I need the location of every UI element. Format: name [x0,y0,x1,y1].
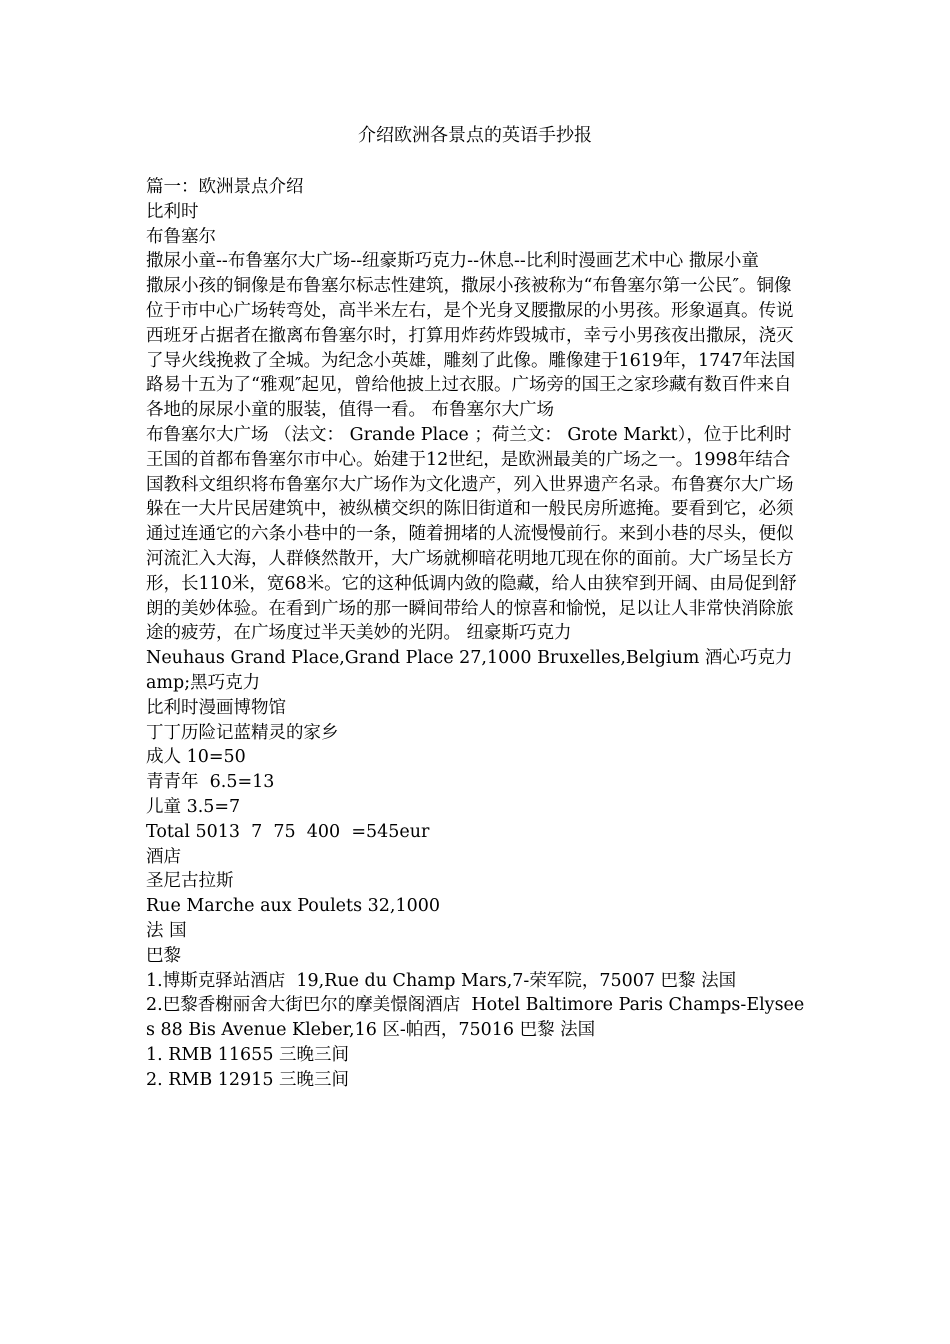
paris-price-1: 1. RMB 11655 三晚三间 [146,1044,350,1065]
comic-museum-line: 比利时漫画博物馆 [146,697,286,718]
section-heading: 篇一：欧洲景点介绍 [146,177,304,197]
paris-hotel-2: 2.巴黎香榭丽舍大街巴尔的摩美憬阁酒店 Hotel Baltimore Paris Champs-Elysees 88 Bis Avenue Kleber,16 区-帕西，75016 巴黎 法国 [146,995,805,1041]
price-adult: 成人 10=50 [146,747,246,768]
price-youth: 青青年 6.5=13 [146,772,275,793]
paragraph-manneken-pis: 撒尿小孩的铜像是布鲁塞尔标志性建筑，撒尿小孩被称为“布鲁塞尔第一公民″。铜像位于市中心广场转弯处，高半米左右，是个光身叉腰撒尿的小男孩。形象逼真。传说西班牙占据者在撤离布鲁塞尔时，打算用炸药炸毁城市，幸亏小男孩夜出撒尿，浇灭了导火线挽救了全城。为纪念小英雄，雕刻了此像。雕像建于1619年，1747年法国路易十五为了“雅观″起见，曾给他披上过衣服。广场旁的国王之家珍藏有数百件来自各地的尿尿小童的服装，值得一看。 布鲁塞尔大广场 [146,276,796,421]
hotel-address: Rue Marche aux Poulets 32,1000 [146,896,440,917]
city-heading-paris: 巴黎 [146,945,181,966]
paris-price-2: 2. RMB 12915 三晚三间 [146,1069,350,1090]
document-body [146,175,806,1092]
document-title: 介绍欧洲各景点的英语手抄报 [358,125,592,146]
chocolate-shop-line: Neuhaus Grand Place,Grand Place 27,1000 Bruxelles,Belgium 酒心巧克力 amp;黑巧克力 [146,648,799,693]
country-heading: 比利时 [146,201,199,222]
price-total: Total 5013 7 75 400 =545eur [146,821,430,842]
price-child: 儿童 3.5=7 [146,796,241,817]
country-heading-france: 法 国 [146,920,187,941]
comic-museum-note: 丁丁历险记蓝精灵的家乡 [146,722,339,743]
paris-hotel-1: 1.博斯克驿站酒店 19,Rue du Champ Mars,7-荣军院，75007 巴黎 法国 [146,970,737,991]
hotel-heading: 酒店 [146,846,181,867]
city-heading: 布鲁塞尔 [146,226,216,247]
paragraph-grand-place: 布鲁塞尔大广场 （法文： Grande Place ；荷兰文： Grote Markt），位于比利时王国的首都布鲁塞尔市中心。始建于12世纪，是欧洲最美的广场之一。1998年结合国教科文组织将布鲁塞尔大广场作为文化遗产，列入世界遗产名录。布鲁赛尔大广场躲在一大片民居建筑中，被纵横交织的陈旧街道和一般民房所遮掩。要看到它，必须通过连通它的六条小巷中的一条，随着拥堵的人流慢慢前行。来到小巷的尽头，便似河流汇入大海，人群倏然散开，大广场就柳暗花明地兀现在你的面前。大广场呈长方形，长110米，宽68米。它的这种低调内敛的隐藏，给人由狭窄到开阔、由局促到舒朗的美妙体验。在看到广场的那一瞬间带给人的惊喜和愉悦，足以让人非常快消除旅途的疲劳，在广场度过半天美妙的光阴。 纽豪斯巧克力 [146,424,797,644]
itinerary-line: 撒尿小童--布鲁塞尔大广场--纽豪斯巧克力--休息--比利时漫画艺术中心 撒尿小童 [146,251,759,272]
hotel-name: 圣尼古拉斯 [146,871,234,892]
